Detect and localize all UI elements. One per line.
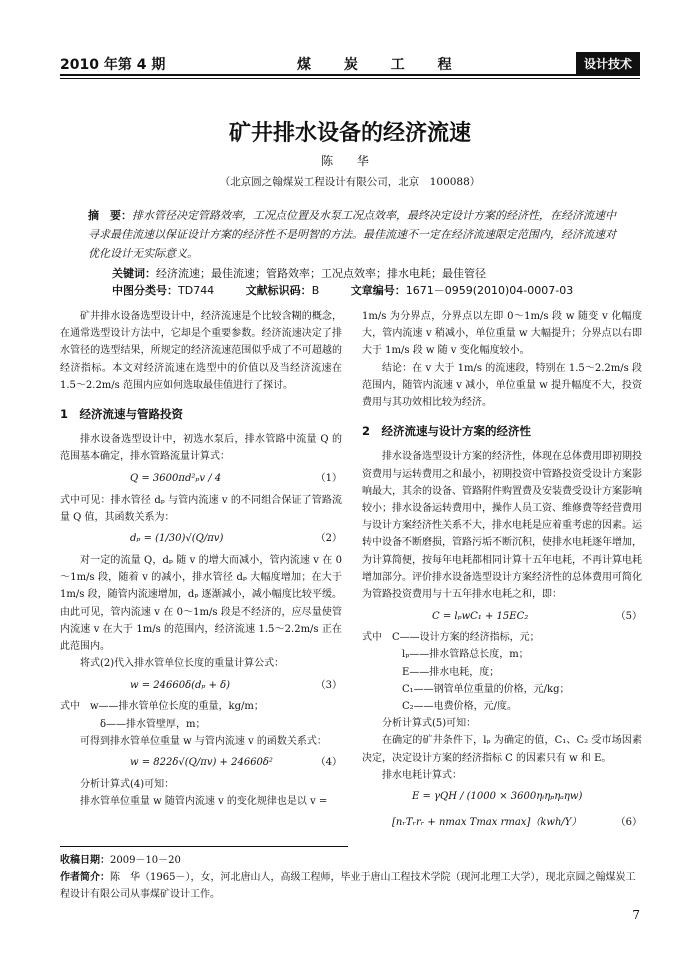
definition: E——排水电耗，度； [402,666,500,678]
definition: C₂——电费价格，元/度。 [402,701,518,713]
formula-4 [60,750,342,776]
paragraph: 可得到排水管单位重量 w 与管内流速 v 的函数关系式： [80,735,327,747]
formula-5-number: （5） [615,610,642,622]
received-date: 2009－10－20 [110,855,181,866]
footnote-rule [60,846,348,847]
paragraph: 排水电耗计算式： [382,769,462,781]
doc-code-label: 文献标识码： [245,284,312,297]
class-label: 中图分类号： [112,284,178,297]
paragraph: 将式(2)代入排水管单位长度的重量计算公式： [80,658,285,670]
classification-row [112,282,622,298]
formula-4-number: （4） [315,757,342,769]
paragraph: 在确定的矿井条件下，lₚ 为确定的值，C₁、C₂ 受市场因素决定，决定设计方案的经济指标 C 的因素只有 w 和 E。 [362,735,642,764]
formula-6-expr-cont: [nᵣTᵣrᵣ + nmax Tmax rmax]（kwh/Y） [392,817,582,829]
abstract-label: 摘 要： [88,209,132,222]
left-column [60,308,342,810]
definition: lₚ——排水管路总长度，m； [402,649,529,661]
formula-2-expr: dₚ = (1/30)√(Q/πv) [130,533,224,545]
bio-label: 作者简介： [60,872,110,883]
page-number: 7 [632,908,640,922]
issue-label: 2010 年第 4 期 [60,57,166,73]
paragraph: 排水设备选型设计方案的经济性，体现在总体费用即初期投资费用与运转费用之和最小，初期投资中管路投资受设计方案影响最大，其余的设备、管路附件购置费及安装费受设计方案影响较小；排水设备运转费用中，操作人员工资、维修费等经营费用与设计方案经济性关系不大，排水电耗是应着重考虑的因素。运转中设备不断磨损，管路污垢不断沉积，使排水电耗逐年增加，为计算简便，按每年电耗都相同计算十五年电耗，不再计算电耗增加部分。评价排水设备选型设计方案经济性的总体费用可简化为管路投资费用与十五年排水电耗之和，即： [362,451,642,601]
received-label: 收稿日期： [60,855,110,866]
paragraph: 结论：在 v 大于 1m/s 的流速段，特别在 1.5～2.2m/s 段范围内，随管内流速 v 减小，单位重量 w 提升幅度不大，投资费用与其功效相比较为经济。 [362,362,642,409]
class-value: TD744 [178,284,215,297]
header-rule [60,74,640,76]
formula-6-number: （6） [615,817,642,829]
author-affiliation: （北京圆之翰煤炭工程设计有限公司，北京 100088） [219,176,481,188]
paragraph: 排水设备选型设计中，初选水泵后，排水管路中流量 Q 的范围基本确定，排水管路流量计算式： [60,434,342,463]
article-no-label: 文章编号： [350,284,406,297]
formula-3-expr: w = 24660δ(dₚ + δ) [130,679,231,691]
keywords-label: 关键词： [112,267,156,280]
formula-3-number: （3） [315,679,342,691]
formula-6-cont [362,810,642,836]
abstract-text: 排水管径决定管路效率，工况点位置及水泵工况点效率，最终决定设计方案的经济性，在经济流速中寻求最佳流速以保证设计方案的经济性不是明智的方法。最佳流速不一定在经济流速限定范围内，经济流速对优化设计无实际意义。 [88,209,616,260]
footnote [60,852,640,903]
formula-6-expr: E = γQH / (1000 × 3600ηᵢηₚηₐηw) [412,791,583,803]
section-tag: 设计技术 [576,52,640,75]
intro-paragraph: 矿井排水设备选型设计中，经济流速是个比较含糊的概念，在通常选型设计方法中，它却是个重要参数。经济流速决定了排水管径的选型结果，所规定的经济流速范围似乎成了不可超越的经济指标。本文对经济流速在选型中的价值以及当经济流速在 1.5～2.2m/s 范围内应如何选取最佳值进行了探讨。 [60,311,342,391]
section-1-heading: 1 经济流速与管路投资 [60,407,184,422]
article-title: 矿井排水设备的经济流速 [228,121,471,146]
formula-4-expr: w = 822δ√(Q/πv) + 24660δ² [130,757,273,769]
formula-5-expr: C = lₚwC₁ + 15EC₂ [432,610,529,622]
formula-2 [60,526,342,552]
formula-1 [60,466,342,492]
author-name: 陈 华 [321,154,379,168]
journal-name: 煤 炭 工 程 [297,57,466,73]
page-header [60,54,640,74]
paragraph: 式中可见：排水管径 dₚ 与管内流速 v 的不同组合保证了管路流量 Q 值，其函数关系为： [60,494,342,523]
formula-1-expr: Q = 3600πd²ₚv / 4 [130,473,222,485]
keywords [112,264,622,283]
formula-3 [60,672,342,698]
doc-code-value: B [311,284,320,297]
abstract [88,206,616,263]
paragraph: 分析计算式(5)可知： [382,718,477,730]
formula-1-number: （1） [315,473,342,485]
definition: δ——排水管壁厚，m； [100,718,206,730]
definitions [362,629,642,715]
section-2-heading: 2 经济流速与设计方案的经济性 [362,424,531,439]
definition: C₁——钢管单位重量的价格，元/kg； [402,683,570,695]
keywords-text: 经济流速；最佳流速；管路效率；工况点效率；排水电耗；最佳管径 [156,267,486,280]
definition: 式中 C——设计方案的经济指标，元； [362,632,540,644]
formula-2-number: （2） [315,533,342,545]
paragraph: 对一定的流量 Q，dₚ 随 v 的增大而减小，管内流速 v 在 0～1m/s 段，随着 v 的减小，排水管径 dₚ 大幅度增加；在大于 1m/s 段，随管内流速增加，dₚ 逐渐减小，减小幅度比较平缓。由此可见，管内流速 v 在 0～1m/s 段是不经济的，应尽量使管内流速 v 在大于 1m/s 的范围内，经济流速 1.5～2.2m/s 正在此范围内。 [60,555,342,653]
formula-5 [362,603,642,629]
paragraph: 分析计算式(4)可知： [80,779,175,791]
definition: 式中 w——排水管单位长度的重量，kg/m； [60,701,264,713]
header-rule-thin [60,78,640,79]
right-column [362,308,642,836]
paragraph: 排水管单位重量 w 随管内流速 v 的变化规律也是以 v = [80,796,328,808]
article-no-value: 1671－0959(2010)04-0007-03 [405,284,574,297]
definitions [60,698,342,732]
author-bio: 陈 华（1965－），女，河北唐山人，高级工程师，毕业于唐山工程技术学院（现河北理工大学），现北京圆之翰煤炭工程设计有限公司从事煤矿设计工作。 [60,872,636,900]
paragraph: 1m/s 为分界点，分界点以左即 0～1m/s 段 w 随变 v 化幅度大，管内流速 v 稍减小，单位重量 w 大幅提升；分界点以右即大于 1m/s 段 w 随 v 变化幅度较小。 [362,311,642,357]
formula-6 [362,784,642,810]
